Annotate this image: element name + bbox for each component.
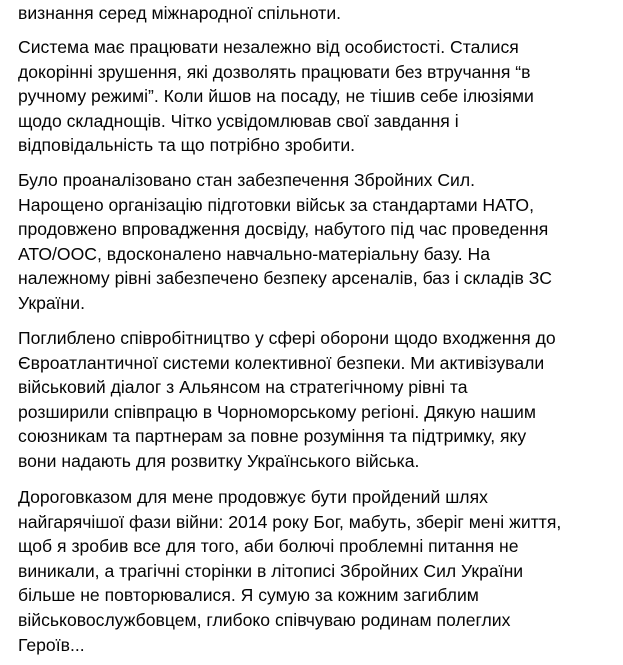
paragraph-line: найгарячішої фази війни: 2014 року Бог, мабуть, зберіг мені життя, (18, 511, 562, 532)
paragraph-line: відповідальність та що потрібно зробити. (18, 135, 356, 156)
paragraph-line: щоб я зробив все для того, аби болючі проблемні питання не (18, 536, 519, 557)
paragraph-line: АТО/ООС, вдосконалено навчально-матеріальну базу. На (18, 243, 491, 264)
paragraph-line: Поглиблено співробітництво у сфері оборони щодо входження до (18, 328, 556, 348)
paragraph-line: Система має працювати незалежно від особистості. Сталися (18, 37, 519, 57)
paragraph-line: військовослужбовцем, глибоко співчуваю родинам полеглих (18, 609, 511, 630)
paragraph-5 (18, 485, 561, 657)
paragraph-line: ручному режимі”. Коли йшов на посаду, не тішив себе ілюзіями (18, 86, 534, 107)
paragraph-line: докорінні зрушення, які дозволять працювати без втручання “в (18, 61, 531, 82)
paragraph-line: Було проаналізовано стан забезпечення Збройних Сил. (18, 170, 476, 190)
paragraph-line: щодо складнощів. Чітко усвідомлював свої завдання і (18, 110, 459, 131)
paragraph-3 (18, 168, 552, 316)
paragraph-line: визнання серед міжнародної спільноти. (18, 3, 342, 23)
paragraph-line: більше не повторювалися. Я сумую за кожним загиблим (18, 585, 479, 606)
paragraph-line: союзникам та партнерам за повне розуміння та підтримку, яку (18, 426, 527, 447)
paragraph-line: розширили співпрацю в Чорноморському регіоні. Дякую нашим (18, 401, 536, 422)
paragraph-4 (18, 326, 556, 474)
paragraph-line: Євроатлантичної системи колективної безпеки. Ми активізували (18, 352, 545, 373)
paragraph-line: Героїв... (18, 634, 85, 655)
paragraph-line: Нарощено організацію підготовки військ за стандартами НАТО, (18, 194, 535, 215)
paragraph-1 (18, 1, 341, 26)
paragraph-line: України. (18, 292, 85, 313)
paragraph-line: належному рівні забезпечено безпеку арсеналів, баз і складів ЗС (18, 268, 552, 289)
paragraph-line: Дороговказом для мене продовжує бути пройдений шлях (18, 487, 488, 507)
paragraph-line: продовжено впровадження досвіду, набутого під час проведення (18, 219, 549, 240)
paragraph-2 (18, 35, 534, 158)
paragraph-line: вони надають для розвитку Українського війська. (18, 450, 420, 471)
paragraph-line: військовий діалог з Альянсом на стратегічному рівні та (18, 377, 468, 398)
paragraph-line: виникали, а трагічні сторінки в літописі Збройних Сил України (18, 560, 524, 581)
